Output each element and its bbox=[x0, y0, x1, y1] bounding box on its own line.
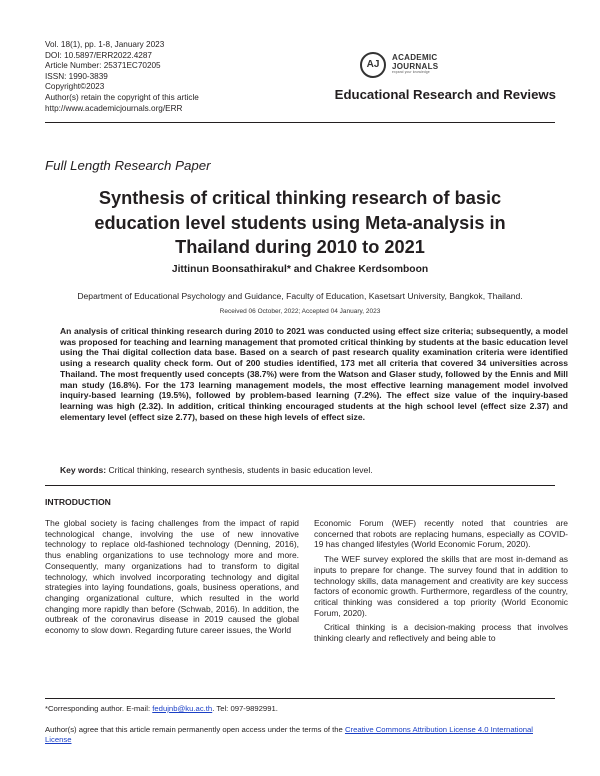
corresp-suffix: . Tel: 097-9892991. bbox=[212, 704, 278, 713]
meta-volume: Vol. 18(1), pp. 1-8, January 2023 bbox=[45, 40, 165, 49]
paper-title: Synthesis of critical thinking research of basic education level students using Meta-analysis in Thailand during 2010 to 2021 bbox=[94, 188, 506, 257]
corresponding-author bbox=[45, 704, 278, 713]
license-prefix: Author(s) agree that this article remain permanently open access under the terms of the bbox=[45, 725, 345, 734]
logo-mark: AJ bbox=[360, 52, 386, 78]
article-meta bbox=[45, 40, 199, 114]
authors: Jittinun Boonsathirakul* and Chakree Kerdsomboon bbox=[171, 264, 429, 275]
paper-type: Full Length Research Paper bbox=[45, 158, 211, 173]
email-link[interactable]: fedujnb@ku.ac.th bbox=[152, 704, 213, 713]
meta-copyright: Copyright©2023 bbox=[45, 82, 105, 92]
affiliation: Department of Educational Psychology and Guidance, Faculty of Education, Kasetsart University, Bangkok, Thailand. bbox=[77, 291, 523, 301]
section-heading-introduction: INTRODUCTION bbox=[45, 497, 111, 507]
logo-line2: JOURNALS bbox=[392, 61, 439, 71]
logo-tagline: expand your knowledge bbox=[392, 70, 430, 74]
keywords-text: Critical thinking, research synthesis, students in basic education level. bbox=[108, 465, 373, 475]
paragraph: The WEF survey explored the skills that are most in-demand as inputs to prepare for change. The survey found that in addition to technology skills, data management and creativity are key success factors of economic growth. Furthermore, regardless of the country, critical thinking was considered a top priority (World Economic Forum, 2020). bbox=[314, 554, 568, 618]
paragraph: The global society is facing challenges from the impact of rapid technological change, involving the use of new innovative technology to replace old-fashioned technology (Denning, 2016), thus enabling organizations to use technology more and more. Consequently, many organizations had to transform to digital technology, which involved incorporating technology and digital strategies into laying foundations, goals, business operations, and changing organizational culture, which resulted in the world changing more rapidly than before (Schwab, 2016). In addition, the outbreak of the coronavirus disease in 2019 caused the global economy to slow down. Regarding future career issues, the World bbox=[45, 518, 299, 636]
paragraph: Critical thinking is a decision-making process that involves thinking clearly and reflectively and being able to bbox=[314, 622, 568, 644]
abstract: An analysis of critical thinking research during 2010 to 2021 was conducted using effect size criteria; subsequently, a model was proposed for teaching and learning management that promoted critical thinking by students at the basic education level using the Thai digital collection data base. Based on a search of past research quality examination criteria were identified using a research quality check form. Out of 200 studies identified, 173 met all criteria that covered 34 universities across Thailand. The most frequently used concepts (38.7%) were from the Watson and Glaser study, followed by the Ennis and Mill man study (16.8%). For the 173 learning management models, the most effective learning management model involved inquiry-based learning (19.5%), followed by problem-based learning (7.2%). The effect size value of the inquiry-based learning was high (2.32). In addition, critical thinking encouraged students at the high school level (effect size 2.37) and elementary level (effect size 2.77), based on these high levels of effect size. bbox=[60, 326, 568, 422]
abstract-divider bbox=[45, 485, 555, 486]
meta-issn: ISSN: 1990-3839 bbox=[45, 71, 108, 81]
corresp-prefix: *Corresponding author. E-mail: bbox=[45, 704, 153, 713]
paragraph: Economic Forum (WEF) recently noted that countries are concerned that robots are replacing humans, especially as COVID-19 has changed lifestyles (World Economic Forum, 2020). bbox=[314, 518, 568, 550]
body-column-left bbox=[45, 518, 299, 640]
license-link[interactable]: Creative Commons Attribution License 4.0 International License bbox=[45, 725, 533, 745]
journal-name: Educational Research and Reviews bbox=[334, 87, 556, 102]
keywords-label: Key words: bbox=[60, 465, 107, 475]
publisher-logo bbox=[360, 52, 550, 82]
logo-line1: ACADEMIC bbox=[392, 53, 438, 62]
logo-wordmark bbox=[392, 54, 438, 71]
meta-article-number: Article Number: 25371EC70205 bbox=[45, 61, 161, 71]
meta-doi: DOI: 10.5897/ERR2022.4287 bbox=[45, 50, 152, 60]
keywords bbox=[60, 465, 560, 475]
meta-rights: Author(s) retain the copyright of this article bbox=[45, 92, 199, 102]
header-divider bbox=[45, 122, 555, 123]
meta-url[interactable]: http://www.academicjournals.org/ERR bbox=[45, 103, 183, 113]
received-accepted-dates: Received 06 October, 2022; Accepted 04 January, 2023 bbox=[219, 308, 381, 315]
license-note bbox=[45, 725, 560, 745]
body-column-right bbox=[314, 518, 568, 648]
footer-divider bbox=[45, 698, 555, 699]
